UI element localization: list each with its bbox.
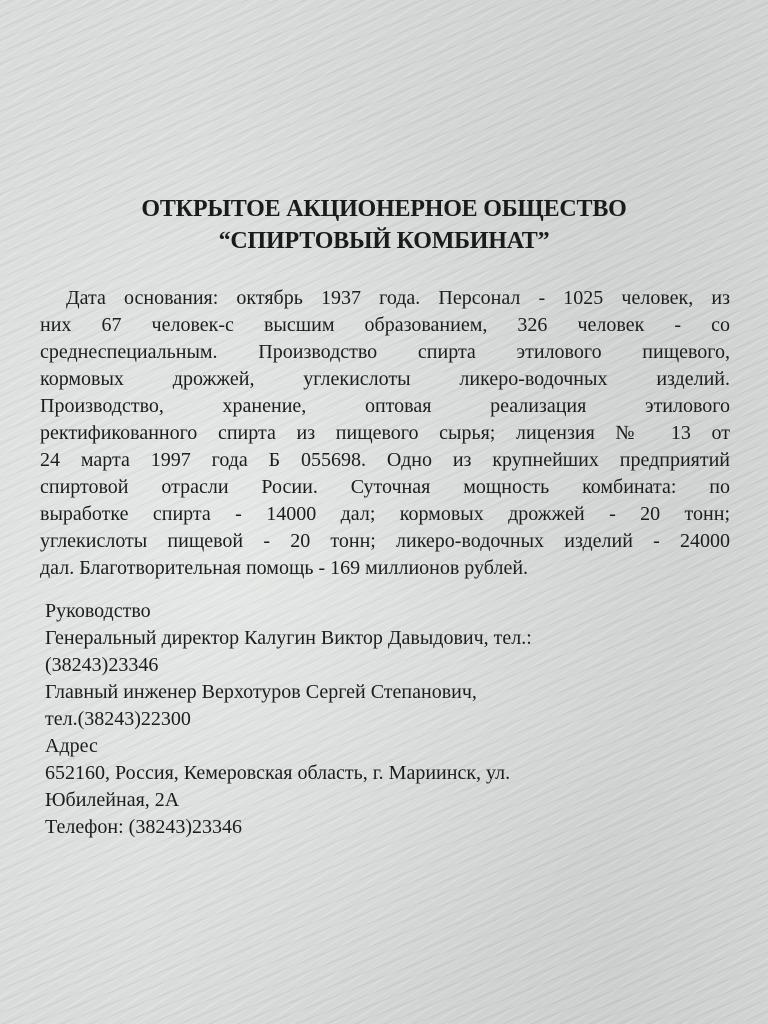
address-line: 652160, Россия, Кемеровская область, г. Мариинск, ул.: [45, 762, 511, 784]
document-heading: [40, 193, 728, 257]
contacts-section: [45, 597, 685, 840]
description-line: 24 марта 1997 года Б 055698. Одно из крупнейших предприятий: [40, 449, 730, 471]
address-line: Юбилейная, 2А: [45, 789, 180, 811]
engineer-phone: тел.(38243)22300: [45, 708, 191, 730]
description-line: Дата основания: октябрь 1937 года. Персонал - 1025 человек, из: [66, 287, 730, 309]
engineer-line: Главный инженер Верхотуров Сергей Степанович,: [45, 681, 477, 703]
phone-line: Телефон: (38243)23346: [45, 816, 242, 838]
company-type-title: ОТКРЫТОЕ АКЦИОНЕРНОЕ ОБЩЕСТВО: [141, 196, 627, 222]
director-phone: (38243)23346: [45, 654, 159, 676]
description-line: выработке спирта - 14000 дал; кормовых дрожжей - 20 тонн;: [40, 503, 730, 525]
address-heading: Адрес: [45, 735, 98, 757]
description-line: углекислоты пищевой - 20 тонн; ликеро-водочных изделий - 24000: [40, 530, 730, 552]
management-heading: Руководство: [45, 600, 151, 622]
description-line: дал. Благотворительная помощь - 169 миллионов рублей.: [40, 557, 529, 579]
description-line: спиртовой отрасли Росии. Суточная мощность комбината: по: [40, 476, 730, 498]
description-line: среднеспециальным. Производство спирта этилового пищевого,: [40, 341, 730, 363]
description-line: Производство, хранение, оптовая реализация этилового: [40, 395, 730, 417]
company-name-title: “СПИРТОВЫЙ КОМБИНАТ”: [218, 228, 550, 254]
description-line: них 67 человек-с высшим образованием, 326 человек - со: [40, 314, 730, 336]
director-line: Генеральный директор Калугин Виктор Давыдович, тел.:: [45, 627, 532, 649]
description-line: ректификованного спирта из пищевого сырья; лицензия № 13 от: [40, 422, 730, 444]
description-line: кормовых дрожжей, углекислоты ликеро-водочных изделий.: [40, 368, 730, 390]
company-description: [40, 285, 730, 582]
